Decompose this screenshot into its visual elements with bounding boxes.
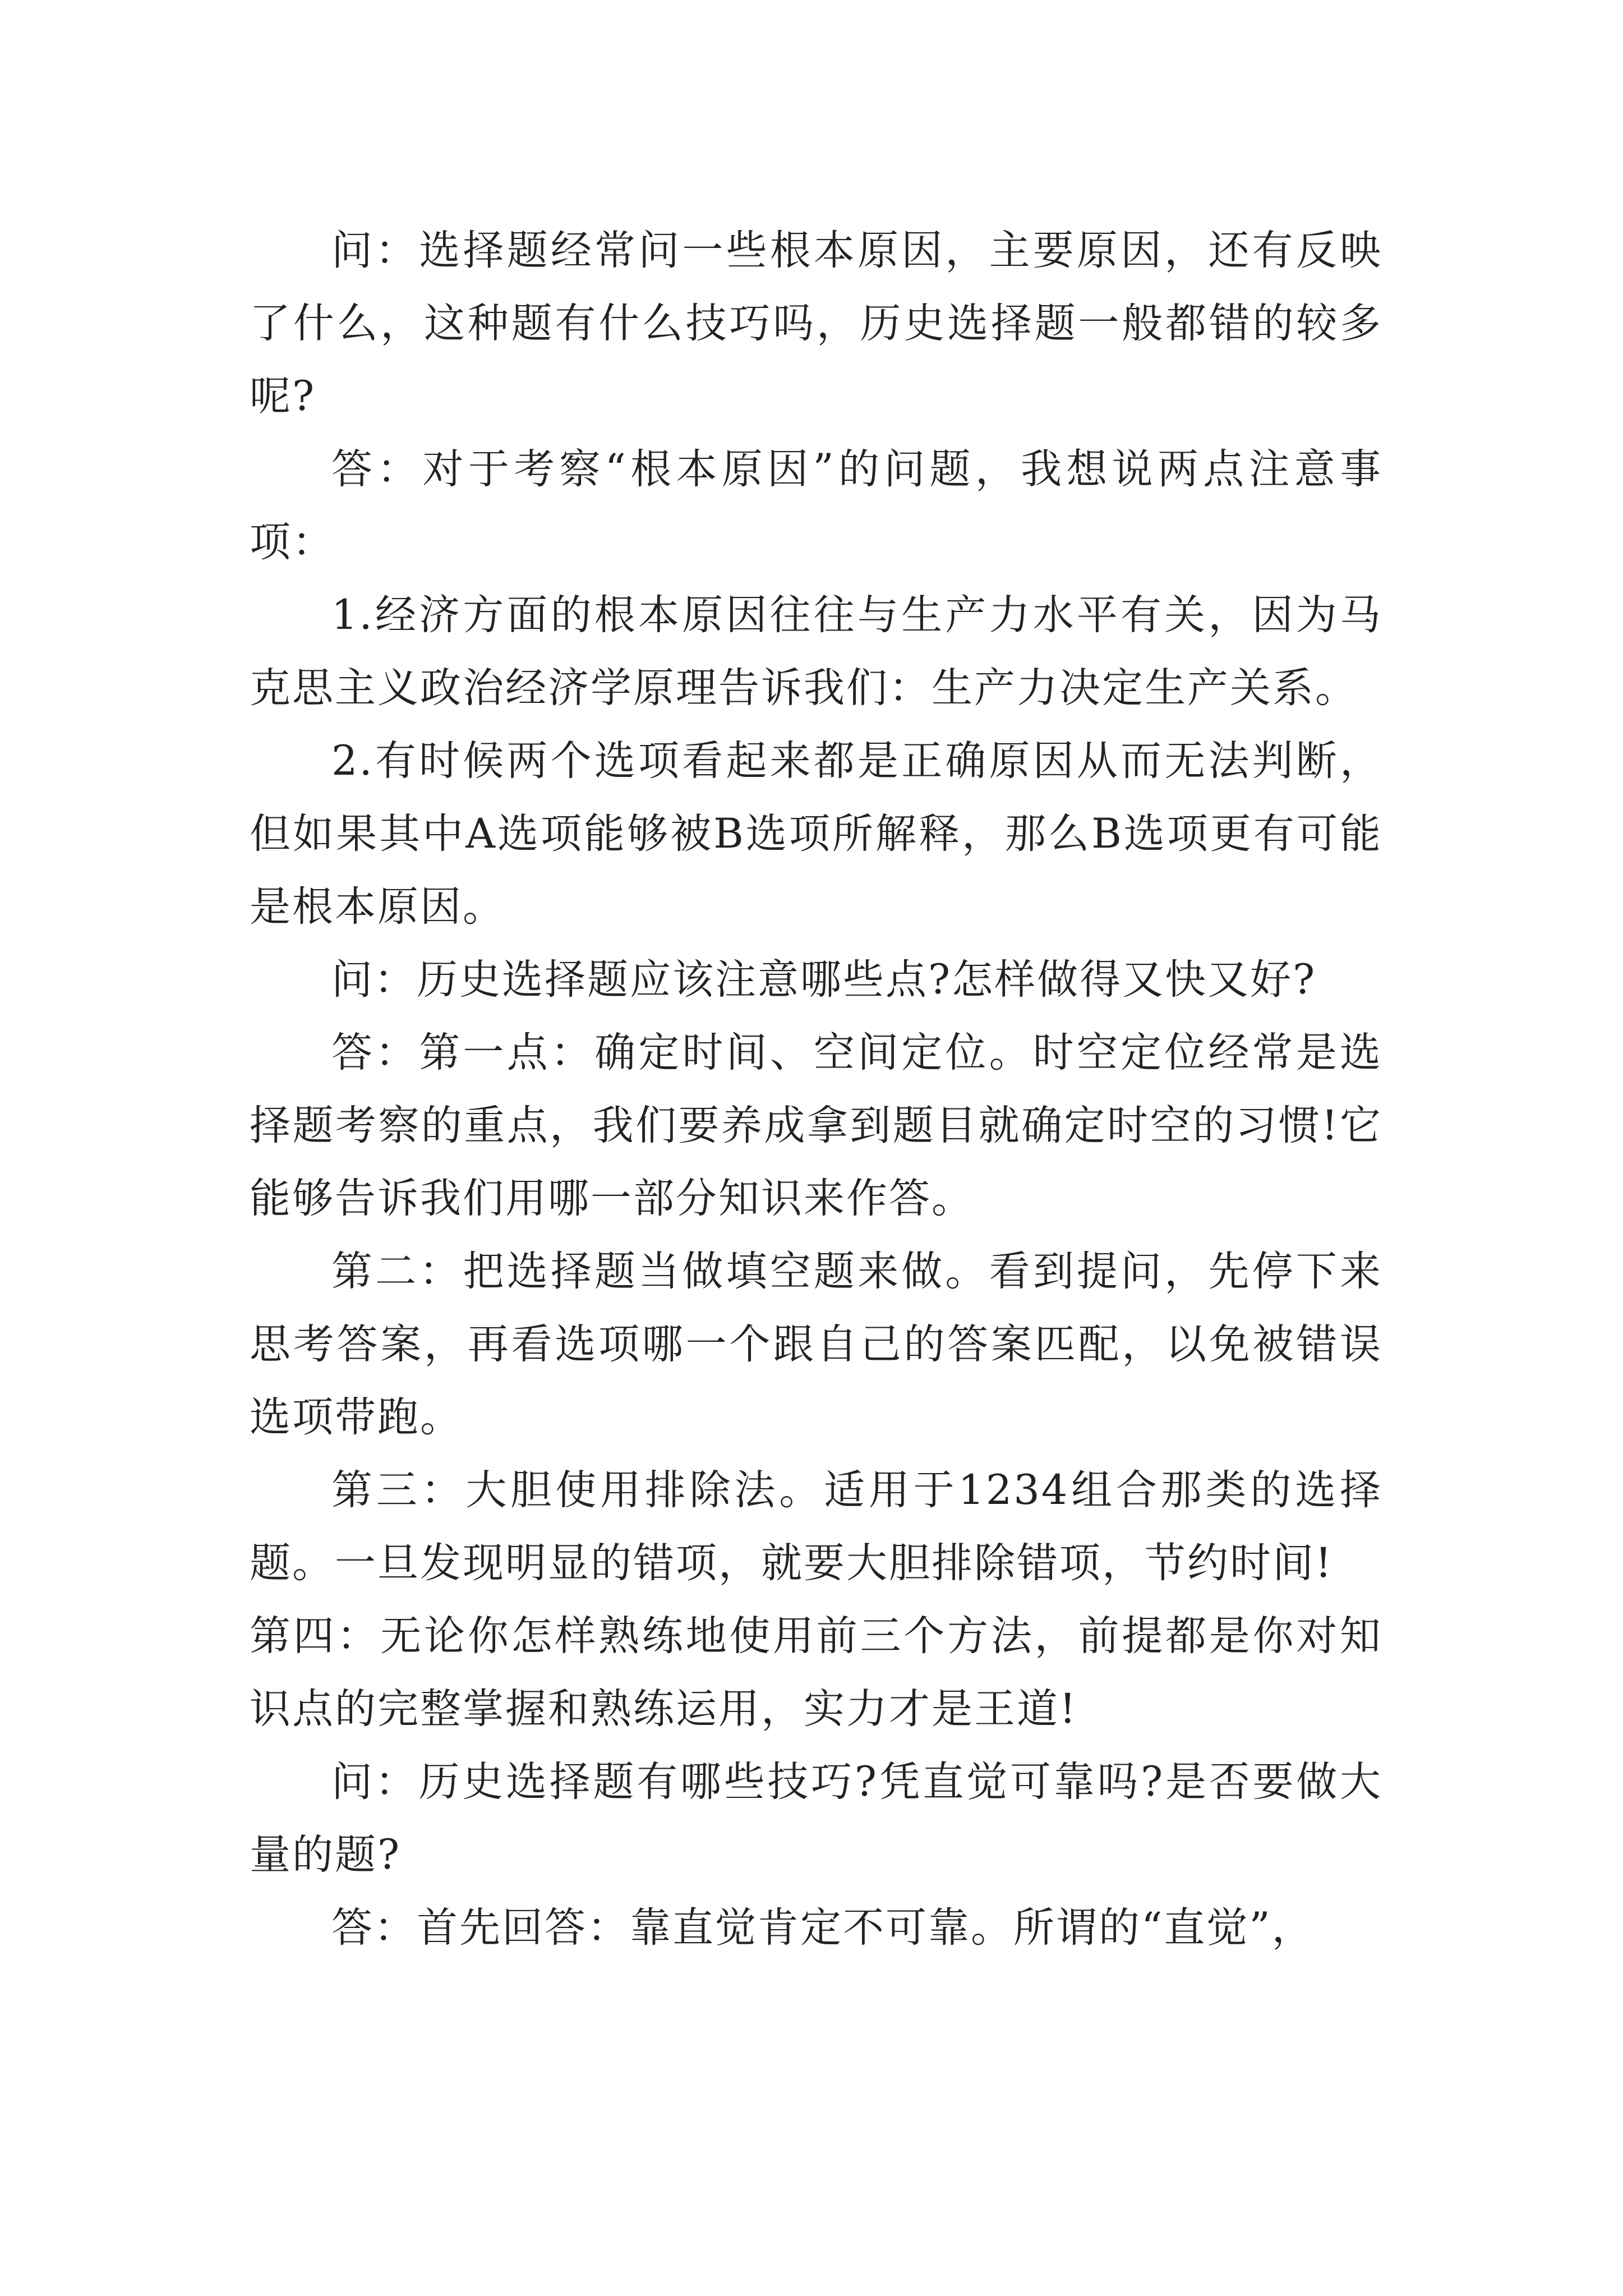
paragraph-question-1: 问：选择题经常问一些根本原因，主要原因，还有反映了什么，这种题有什么技巧吗，历史选择题一般都错的较多呢?	[250, 227, 1382, 420]
paragraph-answer-2-second: 第二：把选择题当做填空题来做。看到提问，先停下来思考答案，再看选项哪一个跟自己的答案匹配，以免被错误选项带跑。	[250, 1248, 1382, 1441]
paragraph-question-3: 问：历史选择题有哪些技巧?凭直觉可靠吗?是否要做大量的题?	[250, 1758, 1382, 1879]
paragraph-answer-2-fourth: 第四：无论你怎样熟练地使用前三个方法，前提都是你对知识点的完整掌握和熟练运用，实力才是王道!	[250, 1612, 1382, 1733]
paragraph-point-1: 1.经济方面的根本原因往往与生产力水平有关，因为马克思主义政治经济学原理告诉我们：生产力决定生产关系。	[250, 591, 1382, 712]
paragraph-answer-2-first: 答：第一点：确定时间、空间定位。时空定位经常是选择题考察的重点，我们要养成拿到题目就确定时空的习惯!它能够告诉我们用哪一部分知识来作答。	[250, 1029, 1382, 1222]
paragraph-question-2: 问：历史选择题应该注意哪些点?怎样做得又快又好?	[331, 956, 1317, 1004]
body-text	[250, 214, 1382, 1964]
paragraph-answer-2-third: 第三：大胆使用排除法。适用于1234组合那类的选择题。一旦发现明显的错项，就要大胆排除错项，节约时间!	[250, 1466, 1382, 1587]
paragraph-point-2: 2.有时候两个选项看起来都是正确原因从而无法判断，但如果其中A选项能够被B选项所解释，那么B选项更有可能是根本原因。	[250, 737, 1382, 931]
paragraph-answer-1: 答：对于考察“根本原因”的问题，我想说两点注意事项：	[250, 445, 1382, 566]
paragraph-answer-3: 答：首先回答：靠直觉肯定不可靠。所谓的“直觉”，	[331, 1904, 1315, 1952]
